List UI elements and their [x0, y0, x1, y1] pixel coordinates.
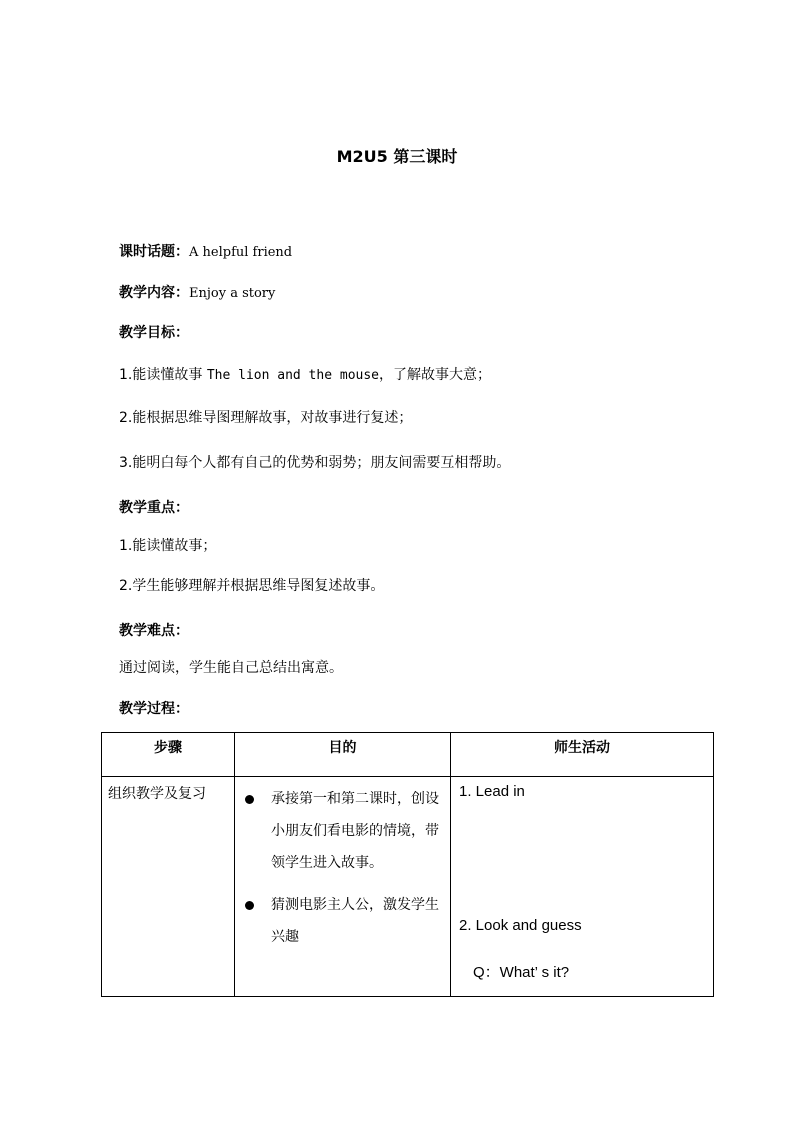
content-label: 教学内容： — [119, 285, 189, 301]
process-heading: 教学过程： — [119, 701, 189, 717]
goal-text: 猜测电影主人公，激发学生兴趣 — [271, 897, 439, 945]
goal-item-text: ，了解故事大意； — [379, 367, 491, 383]
keypoint-item: 2.学生能够理解并根据思维导图复述故事。 — [119, 578, 385, 594]
bullet-icon — [245, 901, 254, 910]
goal-item: 3.能明白每个人都有自己的优势和弱势；朋友间需要互相帮助。 — [119, 455, 511, 471]
list-item — [243, 889, 442, 953]
activity-question: Q：What’ s it? — [473, 964, 570, 981]
difficulty-item: 通过阅读，学生能自己总结出寓意。 — [119, 660, 343, 676]
column-header-step: 步骤 — [102, 733, 235, 777]
list-item — [243, 783, 442, 879]
table-header-row — [102, 733, 714, 777]
goal-cell — [235, 777, 451, 997]
column-header-goal: 目的 — [235, 733, 451, 777]
goal-item — [119, 364, 491, 384]
bullet-icon — [245, 795, 254, 804]
content-value: Enjoy a story — [189, 286, 276, 301]
table-row — [102, 777, 714, 997]
topic-label: 课时话题： — [119, 244, 189, 260]
topic-value: A helpful friend — [189, 245, 293, 260]
keypoint-item: 1.能读懂故事； — [119, 538, 217, 554]
activity-cell — [451, 777, 714, 997]
goal-text: 承接第一和第二课时，创设小朋友们看电影的情境，带领学生进入故事。 — [271, 791, 439, 871]
keypoints-heading: 教学重点： — [119, 500, 189, 516]
difficulties-heading: 教学难点： — [119, 623, 189, 639]
page-title: M2U5 第三课时 — [336, 147, 458, 166]
step-cell: 组织教学及复习 — [102, 777, 235, 997]
goal-item-text: 1.能读懂故事 — [119, 367, 207, 383]
activity-lead-in: 1. Lead in — [459, 783, 525, 800]
column-header-activity: 师生活动 — [451, 733, 714, 777]
activity-look-guess: 2. Look and guess — [459, 917, 582, 934]
goals-heading: 教学目标： — [119, 325, 189, 341]
goal-item: 2.能根据思维导图理解故事，对故事进行复述； — [119, 410, 413, 426]
topic-line — [119, 241, 292, 261]
story-title: The lion and the mouse — [206, 368, 379, 383]
process-table — [101, 732, 714, 997]
content-line — [119, 282, 275, 302]
